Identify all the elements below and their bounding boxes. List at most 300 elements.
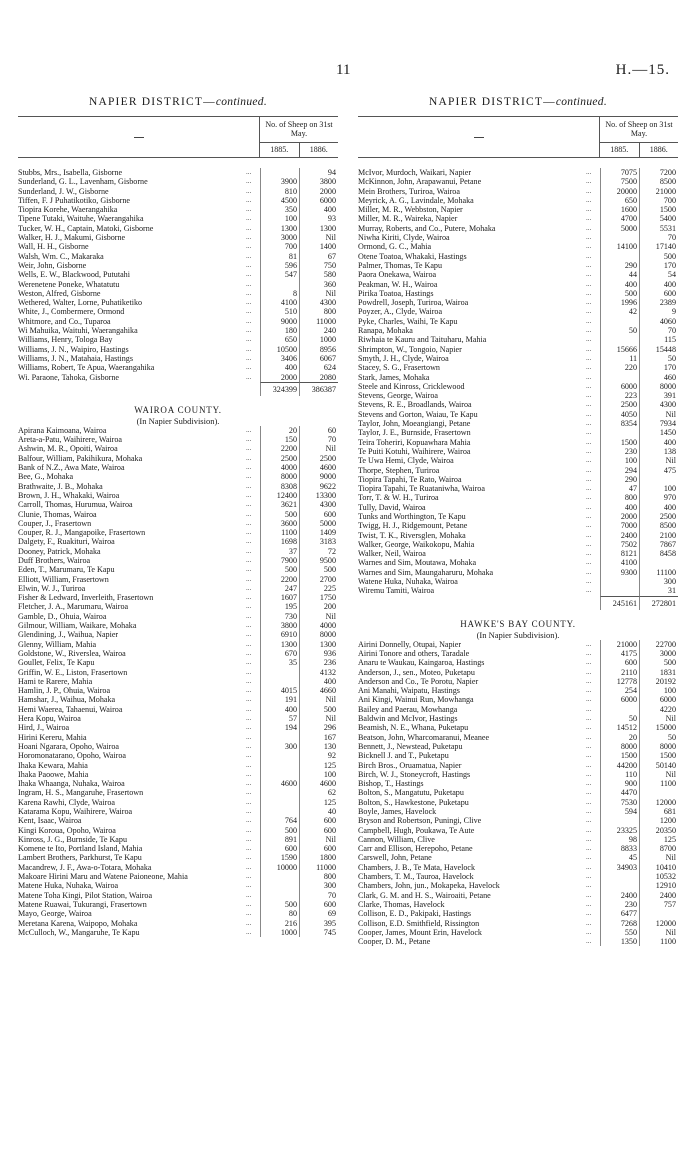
leader-dots: ... — [586, 807, 592, 815]
table-row — [358, 826, 678, 835]
leader-dots: ... — [586, 214, 592, 223]
sheep-1885: 35 — [260, 658, 299, 667]
sheep-1886: 2400 — [639, 891, 678, 900]
table-row — [18, 454, 338, 463]
sheep-1885: 6910 — [260, 630, 299, 639]
leader-dots: ... — [586, 927, 592, 936]
sheep-1886: 360 — [299, 280, 338, 289]
leader-dots: ... — [586, 456, 592, 465]
sheep-1886: 6067 — [299, 354, 338, 363]
sheep-1885 — [260, 807, 299, 816]
owner-name: Balfour, William, Pakihikura, Mohaka — [18, 453, 143, 463]
owner-name: Elliott, William, Frasertown — [18, 574, 109, 584]
leader-dots: ... — [586, 714, 592, 723]
sheep-1885: 547 — [260, 270, 299, 279]
owner-name: Brathwaite, J. B., Mohaka — [18, 481, 103, 491]
sheep-1885: 730 — [260, 612, 299, 621]
table-row — [18, 900, 338, 909]
owner-name: Airini Donnelly, Otupai, Napier — [358, 639, 462, 649]
sheep-1885: 810 — [260, 187, 299, 196]
owner-name: Kinross, J. G., Burnside, Te Kapu — [18, 834, 127, 844]
table-row — [18, 345, 338, 354]
owner-name: Matene Toha Kingi, Pilot Station, Wairoa — [18, 890, 153, 900]
sheep-1886: 1300 — [299, 640, 338, 649]
owner-name: Twigg, H. J., Ridgemount, Petane — [358, 521, 468, 531]
sheep-1886: 1400 — [299, 242, 338, 251]
owner-name: Bennett, J., Newstead, Puketapu — [358, 741, 463, 751]
sheep-1886: 600 — [639, 289, 678, 298]
owner-name: Bank of N.Z., Awa Mate, Wairoa — [18, 463, 125, 473]
sheep-1885: 12778 — [600, 677, 639, 686]
sheep-1886: 2700 — [299, 575, 338, 584]
owner-name: Kent, Isaac, Wairoa — [18, 816, 82, 826]
sheep-1885: 400 — [260, 705, 299, 714]
sheep-1886: 750 — [299, 261, 338, 270]
sheep-1886 — [639, 475, 678, 484]
leader-dots: ... — [246, 695, 252, 704]
sheep-1885 — [260, 677, 299, 686]
sheep-1885: 8121 — [600, 549, 639, 558]
table-row — [18, 261, 338, 270]
sheep-1886: Nil — [639, 410, 678, 419]
sheep-1886: 700 — [639, 196, 678, 205]
sheep-1886: 300 — [639, 577, 678, 586]
sheep-1885: 1607 — [260, 593, 299, 602]
leader-dots: ... — [246, 186, 252, 195]
table-row — [18, 872, 338, 881]
leader-dots: ... — [246, 353, 252, 362]
owner-name: Walker, H. J., Makumi, Gisborne — [18, 233, 126, 243]
sheep-1885: 294 — [600, 466, 639, 475]
sheep-1886: Nil — [299, 289, 338, 298]
owner-name: Karena Rawhi, Clyde, Wairoa — [18, 797, 115, 807]
table-row — [18, 677, 338, 686]
sheep-1885: 1500 — [600, 751, 639, 760]
sheep-1885 — [600, 428, 639, 437]
table-row — [18, 705, 338, 714]
table-row — [18, 252, 338, 261]
sheep-1885: 2400 — [600, 531, 639, 540]
sheep-1886: 8000 — [639, 382, 678, 391]
sheep-1886: 7934 — [639, 419, 678, 428]
table-row — [358, 521, 678, 530]
leader-dots: ... — [586, 344, 592, 353]
sheep-1886: 5400 — [639, 214, 678, 223]
right-column — [358, 96, 678, 946]
sheep-1886 — [639, 909, 678, 918]
owner-name: Teira Toheriri, Kopuawhara Mahia — [358, 437, 471, 447]
leader-dots: ... — [586, 260, 592, 269]
leader-dots: ... — [246, 546, 252, 555]
sheep-1885: 3000 — [260, 233, 299, 242]
sheep-1885: 254 — [600, 686, 639, 695]
table-row — [358, 391, 678, 400]
table-row — [18, 835, 338, 844]
sheep-1885 — [600, 586, 639, 595]
sheep-1886: 3000 — [639, 649, 678, 658]
owner-name: Ihaka Kewara, Mahia — [18, 760, 88, 770]
sheep-1886: 4660 — [299, 686, 338, 695]
table-row — [358, 872, 678, 881]
table-row — [358, 280, 678, 289]
leader-dots: ... — [586, 658, 592, 667]
leader-dots: ... — [246, 223, 252, 232]
sheep-1885: 400 — [600, 503, 639, 512]
leader-dots: ... — [586, 326, 592, 335]
sheep-1885: 764 — [260, 816, 299, 825]
sheep-1885: 5000 — [600, 224, 639, 233]
sheep-1886: 62 — [299, 788, 338, 797]
sheep-1885 — [600, 816, 639, 825]
sheep-1886: 12910 — [639, 881, 678, 890]
table-row — [18, 779, 338, 788]
table-row — [18, 242, 338, 251]
sheep-1886: 500 — [299, 705, 338, 714]
owner-name: Matene Huka, Nuhaka, Wairoa — [18, 881, 119, 891]
table-row — [18, 373, 338, 382]
sheep-1885: 500 — [260, 565, 299, 574]
sheep-1886: 167 — [299, 733, 338, 742]
owner-name: Gilmour, William, Waikare, Mohaka — [18, 621, 137, 631]
sheep-1885: 4100 — [260, 298, 299, 307]
sheep-1885: 4600 — [260, 779, 299, 788]
sheep-1886: 5000 — [299, 519, 338, 528]
sheep-1885 — [260, 761, 299, 770]
owner-name: Hamlin, J. P., Ohuia, Wairoa — [18, 686, 111, 696]
owner-name: Bolton, S., Hawkestone, Puketapu — [358, 797, 469, 807]
sheep-1885: 2200 — [260, 444, 299, 453]
sheep-1886: 296 — [299, 723, 338, 732]
owner-name: Makoare Hirini Maru and Watene Paioneone, Mahia — [18, 872, 188, 882]
leader-dots: ... — [586, 223, 592, 232]
table-row — [18, 630, 338, 639]
leader-dots: ... — [586, 890, 592, 899]
leader-dots: ... — [586, 298, 592, 307]
owner-name: Stevens, George, Wairoa — [358, 391, 438, 401]
sheep-1885: 891 — [260, 835, 299, 844]
sheep-1885: 350 — [260, 205, 299, 214]
table-row — [358, 900, 678, 909]
table-row — [18, 575, 338, 584]
leader-dots: ... — [586, 493, 592, 502]
sheep-1886: 391 — [639, 391, 678, 400]
leader-dots: ... — [586, 741, 592, 750]
sheep-1885: 400 — [260, 363, 299, 372]
table-row — [18, 363, 338, 372]
sheep-1885: 45 — [600, 853, 639, 862]
owner-name: Collison, E.D. Smithfield, Rissington — [358, 918, 480, 928]
leader-dots: ... — [586, 251, 592, 260]
sheep-1886: 67 — [299, 252, 338, 261]
owner-name: Baldwin and McIvor, Hastings — [358, 714, 458, 724]
table-row — [18, 853, 338, 862]
table-row — [358, 577, 678, 586]
owner-name: Clarke, Thomas, Havelock — [358, 899, 445, 909]
sheep-1886: 8956 — [299, 345, 338, 354]
leader-dots: ... — [586, 549, 592, 558]
leader-dots: ... — [586, 577, 592, 586]
left-column — [18, 96, 338, 937]
sheep-1886: 70 — [299, 891, 338, 900]
owner-name: Otene Toatoa, Whakaki, Hastings — [358, 251, 467, 261]
sheep-column-title: No. of Sheep on 31st May. — [600, 117, 678, 143]
leader-dots: ... — [586, 899, 592, 908]
sheep-1885 — [260, 881, 299, 890]
sheep-1885 — [600, 872, 639, 881]
table-row — [18, 621, 338, 630]
leader-dots: ... — [246, 168, 252, 176]
leader-dots: ... — [586, 918, 592, 927]
sheep-1885 — [600, 705, 639, 714]
table-row — [18, 289, 338, 298]
owner-name: Carswell, John, Petane — [358, 853, 432, 863]
sheep-1886: 1500 — [639, 751, 678, 760]
leader-dots: ... — [246, 326, 252, 335]
owner-name: Bailey and Paerau, Mowhanga — [358, 704, 458, 714]
leader-dots: ... — [586, 909, 592, 918]
sheep-1885: 7075 — [600, 168, 639, 177]
owner-name: Tiopira Tapahi, Te Rato, Wairoa — [358, 474, 462, 484]
sheep-1886: Nil — [639, 853, 678, 862]
owner-name: Hird, J., Wairoa — [18, 723, 70, 733]
leader-dots: ... — [586, 428, 592, 437]
leader-dots: ... — [246, 788, 252, 797]
sheep-1886: 580 — [299, 270, 338, 279]
sheep-1886: 125 — [299, 761, 338, 770]
sheep-1886: 200 — [299, 602, 338, 611]
sheep-1886: 50 — [639, 733, 678, 742]
leader-dots: ... — [586, 539, 592, 548]
sheep-1886: 800 — [299, 872, 338, 881]
leader-dots: ... — [246, 667, 252, 676]
sheep-1886: Nil — [299, 695, 338, 704]
table-row — [18, 658, 338, 667]
sheep-1885: 20000 — [600, 187, 639, 196]
sheep-1886: 130 — [299, 742, 338, 751]
sheep-1885: 600 — [600, 658, 639, 667]
leader-dots: ... — [246, 723, 252, 732]
sheep-1885 — [260, 770, 299, 779]
leader-dots: ... — [586, 872, 592, 881]
sheep-1885: 150 — [260, 435, 299, 444]
owner-name: Couper, R. J., Mangapoike, Frasertown — [18, 528, 146, 538]
sheep-1885: 2500 — [600, 400, 639, 409]
leader-dots: ... — [586, 484, 592, 493]
sheep-1885: 1698 — [260, 537, 299, 546]
sheep-1886: 8000 — [299, 630, 338, 639]
leader-dots: ... — [246, 509, 252, 518]
table-row — [358, 419, 678, 428]
sheep-1886: 11000 — [299, 863, 338, 872]
sheep-1885: 596 — [260, 261, 299, 270]
sheep-1885 — [600, 233, 639, 242]
sheep-1886: 8500 — [639, 177, 678, 186]
sheep-1886: 54 — [639, 270, 678, 279]
leader-dots: ... — [246, 630, 252, 639]
owner-name: Bryson and Robertson, Puningi, Clive — [358, 816, 482, 826]
owner-name: Ihaka Paoowe, Mahia — [18, 769, 89, 779]
county-heading: WAIROA COUNTY. — [134, 404, 222, 415]
owner-name: Pirika Toatoa, Hastings — [358, 288, 434, 298]
table-row — [18, 233, 338, 242]
leader-dots: ... — [246, 648, 252, 657]
owner-name: Birch, W. J., Stoneycroft, Hastings — [358, 769, 471, 779]
leader-dots: ... — [246, 472, 252, 481]
leader-dots: ... — [246, 807, 252, 815]
sheep-1885: 3600 — [260, 519, 299, 528]
table-row — [358, 456, 678, 465]
sheep-1885: 180 — [260, 326, 299, 335]
table-row — [358, 881, 678, 890]
sheep-1886: 300 — [299, 881, 338, 890]
year-1885: 1885. — [600, 143, 640, 157]
leader-dots: ... — [586, 288, 592, 297]
sheep-1885 — [600, 317, 639, 326]
sheep-1886: 6000 — [639, 695, 678, 704]
owner-name: Stevens, R. E., Broadlands, Wairoa — [358, 400, 472, 410]
sheep-1885: 44200 — [600, 761, 639, 770]
table-row — [18, 426, 338, 435]
table-row — [18, 909, 338, 918]
sheep-1886: 936 — [299, 649, 338, 658]
owner-name: McKinnon, John, Arapawanui, Petane — [358, 177, 482, 187]
sheep-1886: 400 — [299, 677, 338, 686]
leader-dots: ... — [586, 270, 592, 279]
table-row — [18, 742, 338, 751]
leader-dots: ... — [246, 344, 252, 353]
sheep-1886: Nil — [299, 612, 338, 621]
table-row — [358, 187, 678, 196]
leader-dots: ... — [586, 779, 592, 788]
table-row — [358, 168, 678, 177]
table-row — [18, 640, 338, 649]
owner-name: Katarama Kopu, Waihirere, Wairoa — [18, 807, 133, 816]
sheep-1886: 31 — [639, 586, 678, 595]
table-row — [18, 270, 338, 279]
owner-name: Dalgety, F., Ruakituri, Wairoa — [18, 537, 115, 547]
owner-name: Dooney, Patrick, Mohaka — [18, 546, 101, 556]
table-row — [358, 863, 678, 872]
table-row — [358, 345, 678, 354]
leader-dots: ... — [586, 862, 592, 871]
sheep-1886: 624 — [299, 363, 338, 372]
sheep-1885: 1996 — [600, 298, 639, 307]
sheep-1885 — [260, 788, 299, 797]
owner-name: Taylor, J. E., Burnside, Frasertown — [358, 428, 471, 438]
sheep-1885: 8308 — [260, 482, 299, 491]
county-heading: HAWKE'S BAY COUNTY. — [460, 618, 576, 629]
leader-dots: ... — [246, 574, 252, 583]
leader-dots: ... — [246, 741, 252, 750]
sheep-1885: 2000 — [260, 373, 299, 382]
leader-dots: ... — [246, 686, 252, 695]
sheep-1885: 4100 — [600, 558, 639, 567]
sheep-1886: 236 — [299, 658, 338, 667]
sheep-1886: 20350 — [639, 826, 678, 835]
sheep-1885: 2400 — [600, 891, 639, 900]
table-row — [358, 733, 678, 742]
sheep-1886: 4600 — [299, 779, 338, 788]
subtotal-row: 324399 386387 — [18, 382, 338, 396]
sheep-1886: 138 — [639, 447, 678, 456]
sheep-1886: 4060 — [639, 317, 678, 326]
table-row — [358, 558, 678, 567]
sheep-1886: 500 — [639, 252, 678, 261]
sheep-1886: 15448 — [639, 345, 678, 354]
sheep-1885: 8833 — [600, 844, 639, 853]
table-row — [358, 742, 678, 751]
sheep-1886: 5531 — [639, 224, 678, 233]
sheep-1885: 4470 — [600, 788, 639, 797]
owner-name: Boyle, James, Havelock — [358, 807, 437, 816]
table-row — [18, 807, 338, 816]
table-header — [18, 116, 338, 158]
leader-dots: ... — [586, 400, 592, 409]
table-row — [358, 270, 678, 279]
owner-name: Werenetene Poneke, Whatatutu — [18, 279, 120, 289]
table-header — [358, 116, 678, 158]
sheep-1886: 115 — [639, 335, 678, 344]
sheep-1886: 681 — [639, 807, 678, 816]
sheep-1886: 1831 — [639, 668, 678, 677]
table-row — [18, 863, 338, 872]
leader-dots: ... — [246, 676, 252, 685]
sheep-1885: 223 — [600, 391, 639, 400]
leader-dots: ... — [246, 704, 252, 713]
sheep-1886: 125 — [639, 835, 678, 844]
table-row — [358, 909, 678, 918]
leader-dots: ... — [246, 602, 252, 611]
sheep-1885: 81 — [260, 252, 299, 261]
sheep-1886: 72 — [299, 547, 338, 556]
leader-dots: ... — [586, 667, 592, 676]
table-row — [18, 844, 338, 853]
leader-dots: ... — [246, 537, 252, 546]
owner-name: Tully, David, Wairoa — [358, 502, 426, 512]
sheep-1885: 670 — [260, 649, 299, 658]
sheep-1885: 34903 — [600, 863, 639, 872]
sheep-1886: 2100 — [639, 531, 678, 540]
owner-name: Hamshar, J., Waihua, Mohaka — [18, 695, 116, 705]
owner-name: Bicknell J. and T., Puketapu — [358, 751, 449, 761]
leader-dots: ... — [586, 530, 592, 539]
table-row — [358, 400, 678, 409]
table-row — [18, 537, 338, 546]
table-row — [18, 547, 338, 556]
leader-dots: ... — [246, 909, 252, 918]
owner-name: Clunie, Thomas, Wairoa — [18, 509, 97, 519]
sheep-1886: 11100 — [639, 568, 678, 577]
sheep-1886: 170 — [639, 363, 678, 372]
district-title: NAPIER DISTRICT—continued. — [428, 96, 608, 108]
sheep-1885: 6000 — [600, 382, 639, 391]
table-row — [18, 298, 338, 307]
sheep-1886: 1800 — [299, 853, 338, 862]
sheep-1886: 12000 — [639, 798, 678, 807]
sheep-1885: 100 — [600, 456, 639, 465]
sheep-1886: 100 — [299, 770, 338, 779]
table-row — [358, 770, 678, 779]
leader-dots: ... — [246, 899, 252, 908]
sheep-1886: 4300 — [299, 500, 338, 509]
leader-dots: ... — [246, 288, 252, 297]
sheep-1885: 20 — [260, 426, 299, 435]
owner-name: Campbell, Hugh, Poukawa, Te Aute — [358, 825, 475, 835]
table-row — [358, 640, 678, 649]
sheep-1886: 600 — [299, 900, 338, 909]
sheep-1886: 50140 — [639, 761, 678, 770]
table-row — [358, 307, 678, 316]
